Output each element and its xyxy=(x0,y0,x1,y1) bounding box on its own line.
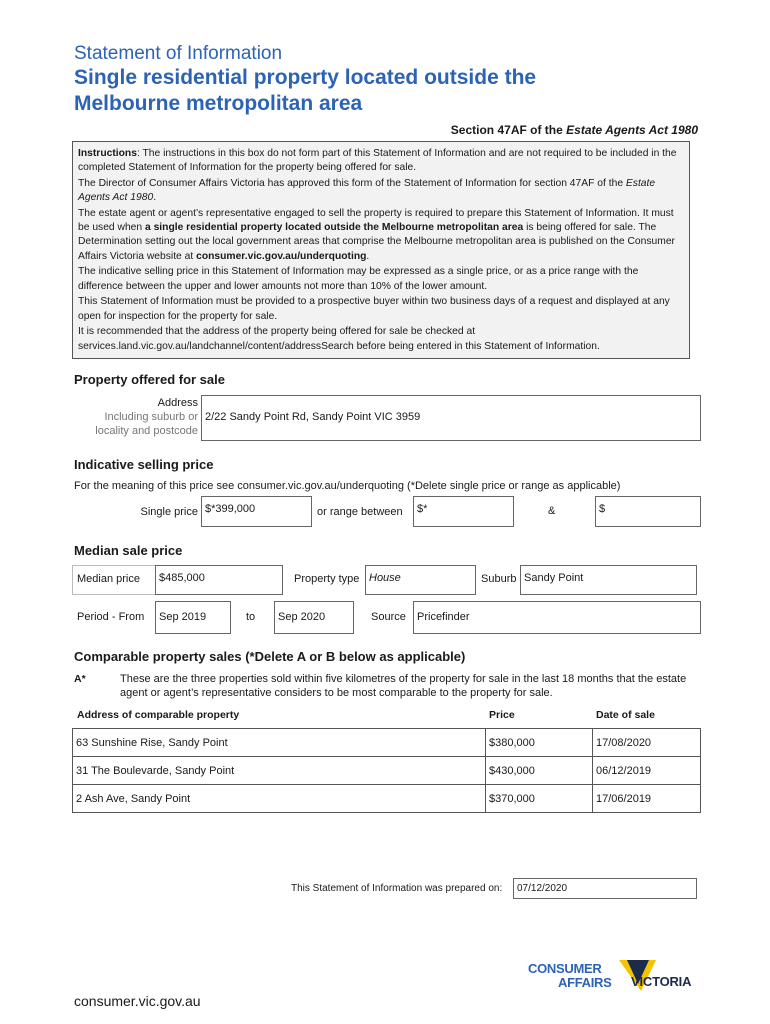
comparable-table xyxy=(72,728,701,813)
comparable-price-1[interactable]: $380,000 xyxy=(486,729,593,757)
property-heading: Property offered for sale xyxy=(74,372,225,387)
address-hint-2: locality and postcode xyxy=(95,425,198,437)
col-address-header: Address of comparable property xyxy=(77,709,240,721)
period-to-field[interactable]: Sep 2020 xyxy=(274,601,354,634)
form-subtitle-line2: Melbourne metropolitan area xyxy=(74,92,363,115)
form-subtitle-line1: Single residential property located outside the xyxy=(74,66,537,89)
comparable-heading: Comparable property sales (*Delete A or B below as applicable) xyxy=(74,649,466,664)
section-reference xyxy=(451,123,698,137)
underquoting-link[interactable]: consumer.vic.gov.au/underquoting xyxy=(196,250,367,262)
property-type-field[interactable]: House xyxy=(365,565,476,595)
suburb-label: Suburb xyxy=(481,573,517,585)
period-from-field[interactable]: Sep 2019 xyxy=(155,601,231,634)
median-price-label: Median price xyxy=(77,573,140,585)
option-a-marker: A* xyxy=(74,673,86,685)
comparable-price-3[interactable]: $370,000 xyxy=(486,785,593,813)
address-label: Address xyxy=(157,397,198,409)
address-hint-1: Including suburb or xyxy=(104,411,198,423)
instructions-label: Instructions xyxy=(78,148,137,159)
range-from-field[interactable]: $* xyxy=(413,496,514,527)
source-field[interactable]: Pricefinder xyxy=(413,601,701,634)
instructions-p3-bold: a single residential property located outside the Melbourne metropolitan area xyxy=(144,222,524,234)
comparable-address-1[interactable]: 63 Sunshine Rise, Sandy Point xyxy=(73,729,486,757)
consumer-affairs-victoria-logo xyxy=(528,958,703,1006)
instructions-p5: This Statement of Information must be provided to a prospective buyer within two business days of a request and displayed at any open for inspection for the property for sale. xyxy=(78,296,670,322)
single-price-label: Single price xyxy=(140,506,198,518)
section-prefix: Section 47AF of the xyxy=(450,123,567,137)
prepared-on-field[interactable]: 07/12/2020 xyxy=(513,878,697,899)
instructions-p3-a: The estate agent or agent’s representative engaged to sell the property is required to prepare this Statement of Information. It must be used when xyxy=(78,208,674,234)
range-ampersand: & xyxy=(548,505,556,517)
address-field[interactable]: 2/22 Sandy Point Rd, Sandy Point VIC 3959 xyxy=(201,395,701,441)
comparable-date-2[interactable]: 06/12/2019 xyxy=(593,757,701,785)
instructions-box xyxy=(72,141,690,359)
period-label: Period - From xyxy=(77,611,145,623)
comparable-address-2[interactable]: 31 The Boulevarde, Sandy Point xyxy=(73,757,486,785)
instructions-p4: The indicative selling price in this Statement of Information may be expressed as a single price, or as a price range with the difference between the upper and lower amounts not more than 10% of the lower amount. xyxy=(78,266,639,292)
logo-line-2: AFFAIRS xyxy=(558,975,612,990)
instructions-p2-text: The Director of Consumer Affairs Victoria has approved this form of the Statement of Information for section 47AF of the xyxy=(78,178,626,189)
prepared-on-label: This Statement of Information was prepared on: xyxy=(291,883,503,894)
instructions-p2-end: . xyxy=(153,192,157,204)
comparable-date-3[interactable]: 17/06/2019 xyxy=(593,785,701,813)
price-note: For the meaning of this price see consumer.vic.gov.au/underquoting (*Delete single price or range as applicable) xyxy=(74,480,621,492)
price-heading: Indicative selling price xyxy=(74,457,214,472)
section-act: Estate Agents Act 1980 xyxy=(566,123,698,137)
suburb-field[interactable]: Sandy Point xyxy=(520,565,697,595)
instructions-p2 xyxy=(78,177,685,205)
instructions-p1-text: : The instructions in this box do not form part of this Statement of Information and are not required to be included in the completed Statement of Information for the property being offered for sale. xyxy=(78,148,677,174)
comparable-address-3[interactable]: 2 Ash Ave, Sandy Point xyxy=(73,785,486,813)
range-label: or range between xyxy=(317,506,403,518)
comparable-price-2[interactable]: $430,000 xyxy=(486,757,593,785)
form-subtitle xyxy=(74,65,536,117)
col-date-header: Date of sale xyxy=(596,709,655,721)
property-type-label: Property type xyxy=(294,573,360,585)
instructions-p1 xyxy=(78,147,685,175)
logo-line-1: CONSUMER xyxy=(528,961,602,976)
instructions-p2-act: Estate Agents Act 1980 xyxy=(78,178,656,204)
single-price-field[interactable]: $*399,000 xyxy=(201,496,312,527)
table-row xyxy=(73,729,701,757)
source-label: Source xyxy=(371,611,406,623)
table-row xyxy=(73,785,701,813)
comparable-description: These are the three properties sold within five kilometres of the property for sale in the last 18 months that the estate agent or agent’s representative considers to be most comparable to the property for sale. xyxy=(120,673,687,699)
period-to-label: to xyxy=(246,611,256,623)
median-heading: Median sale price xyxy=(74,543,183,558)
footer-url[interactable]: consumer.vic.gov.au xyxy=(74,993,201,1009)
form-title: Statement of Information xyxy=(74,43,283,64)
instructions-p3 xyxy=(78,207,685,264)
range-to-field[interactable]: $ xyxy=(595,496,701,527)
instructions-p3-c: . xyxy=(366,250,370,262)
instructions-p6: It is recommended that the address of the property being offered for sale be checked at services.land.vic.gov.au/landchannel/content/addressSearch before being entered in this Statement of Information. xyxy=(78,326,600,352)
median-price-field[interactable]: $485,000 xyxy=(155,565,283,595)
instructions-p3-b: is being offered for sale. The Determination setting out the local government areas that comprise the Melbourne metropolitan area is published on the Consumer Affairs Victoria website at xyxy=(78,222,675,262)
table-row xyxy=(73,757,701,785)
logo-line-3: VICTORIA xyxy=(631,974,692,989)
col-price-header: Price xyxy=(489,709,515,721)
comparable-date-1[interactable]: 17/08/2020 xyxy=(593,729,701,757)
